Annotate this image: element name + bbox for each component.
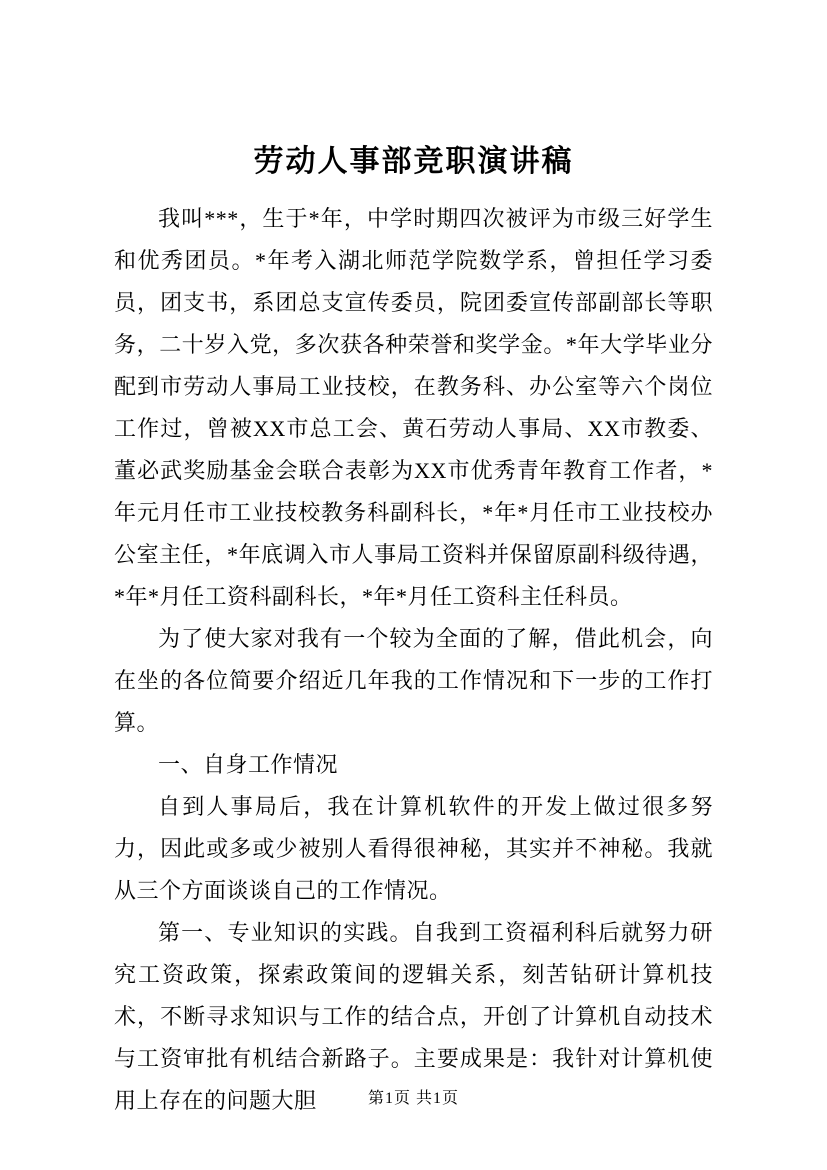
paragraph-first-point: 第一、专业知识的实践。自我到工资福利科后就努力研究工资政策，探索政策间的逻辑关系，刻苦钻研计算机技术，不断寻求知识与工作的结合点，开创了计算机自动技术与工资审批有机结合新路子。主要成果是：我针对计算机使用上存在的问题大胆 <box>114 920 713 1113</box>
paragraph-purpose: 为了使大家对我有一个较为全面的了解，借此机会，向在坐的各位简要介绍近几年我的工作情况和下一步的工作打算。 <box>114 626 713 735</box>
paragraph-work-overview: 自到人事局后，我在计算机软件的开发上做过很多努力，因此或多或少被别人看得很神秘，其实并不神秘。我就从三个方面谈谈自己的工作情况。 <box>114 794 713 903</box>
paragraph-section-heading: 一、自身工作情况 <box>158 752 339 777</box>
paragraph-intro: 我叫***，生于*年，中学时期四次被评为市级三好学生和优秀团员。*年考入湖北师范学院数学系，曾担任学习委员，团支书，系团总支宣传委员，院团委宣传部副部长等职务，二十岁入党，多次获各种荣誉和奖学金。*年大学毕业分配到市劳动人事局工业技校，在教务科、办公室等六个岗位工作过，曾被XX市总工会、黄石劳动人事局、XX市教委、董必武奖励基金会联合表彰为XX市优秀青年教育工作者，*年元月任市工业技校教务科副科长，*年*月任市工业技校办公室主任，*年底调入市人事局工资料并保留原副科级待遇，*年*月任工资科副科长，*年*月任工资科主任科员。 <box>114 206 713 609</box>
page-number-footer: 第1页 共1页 <box>367 1090 459 1107</box>
document-title: 劳动人事部竞职演讲稿 <box>253 145 574 178</box>
